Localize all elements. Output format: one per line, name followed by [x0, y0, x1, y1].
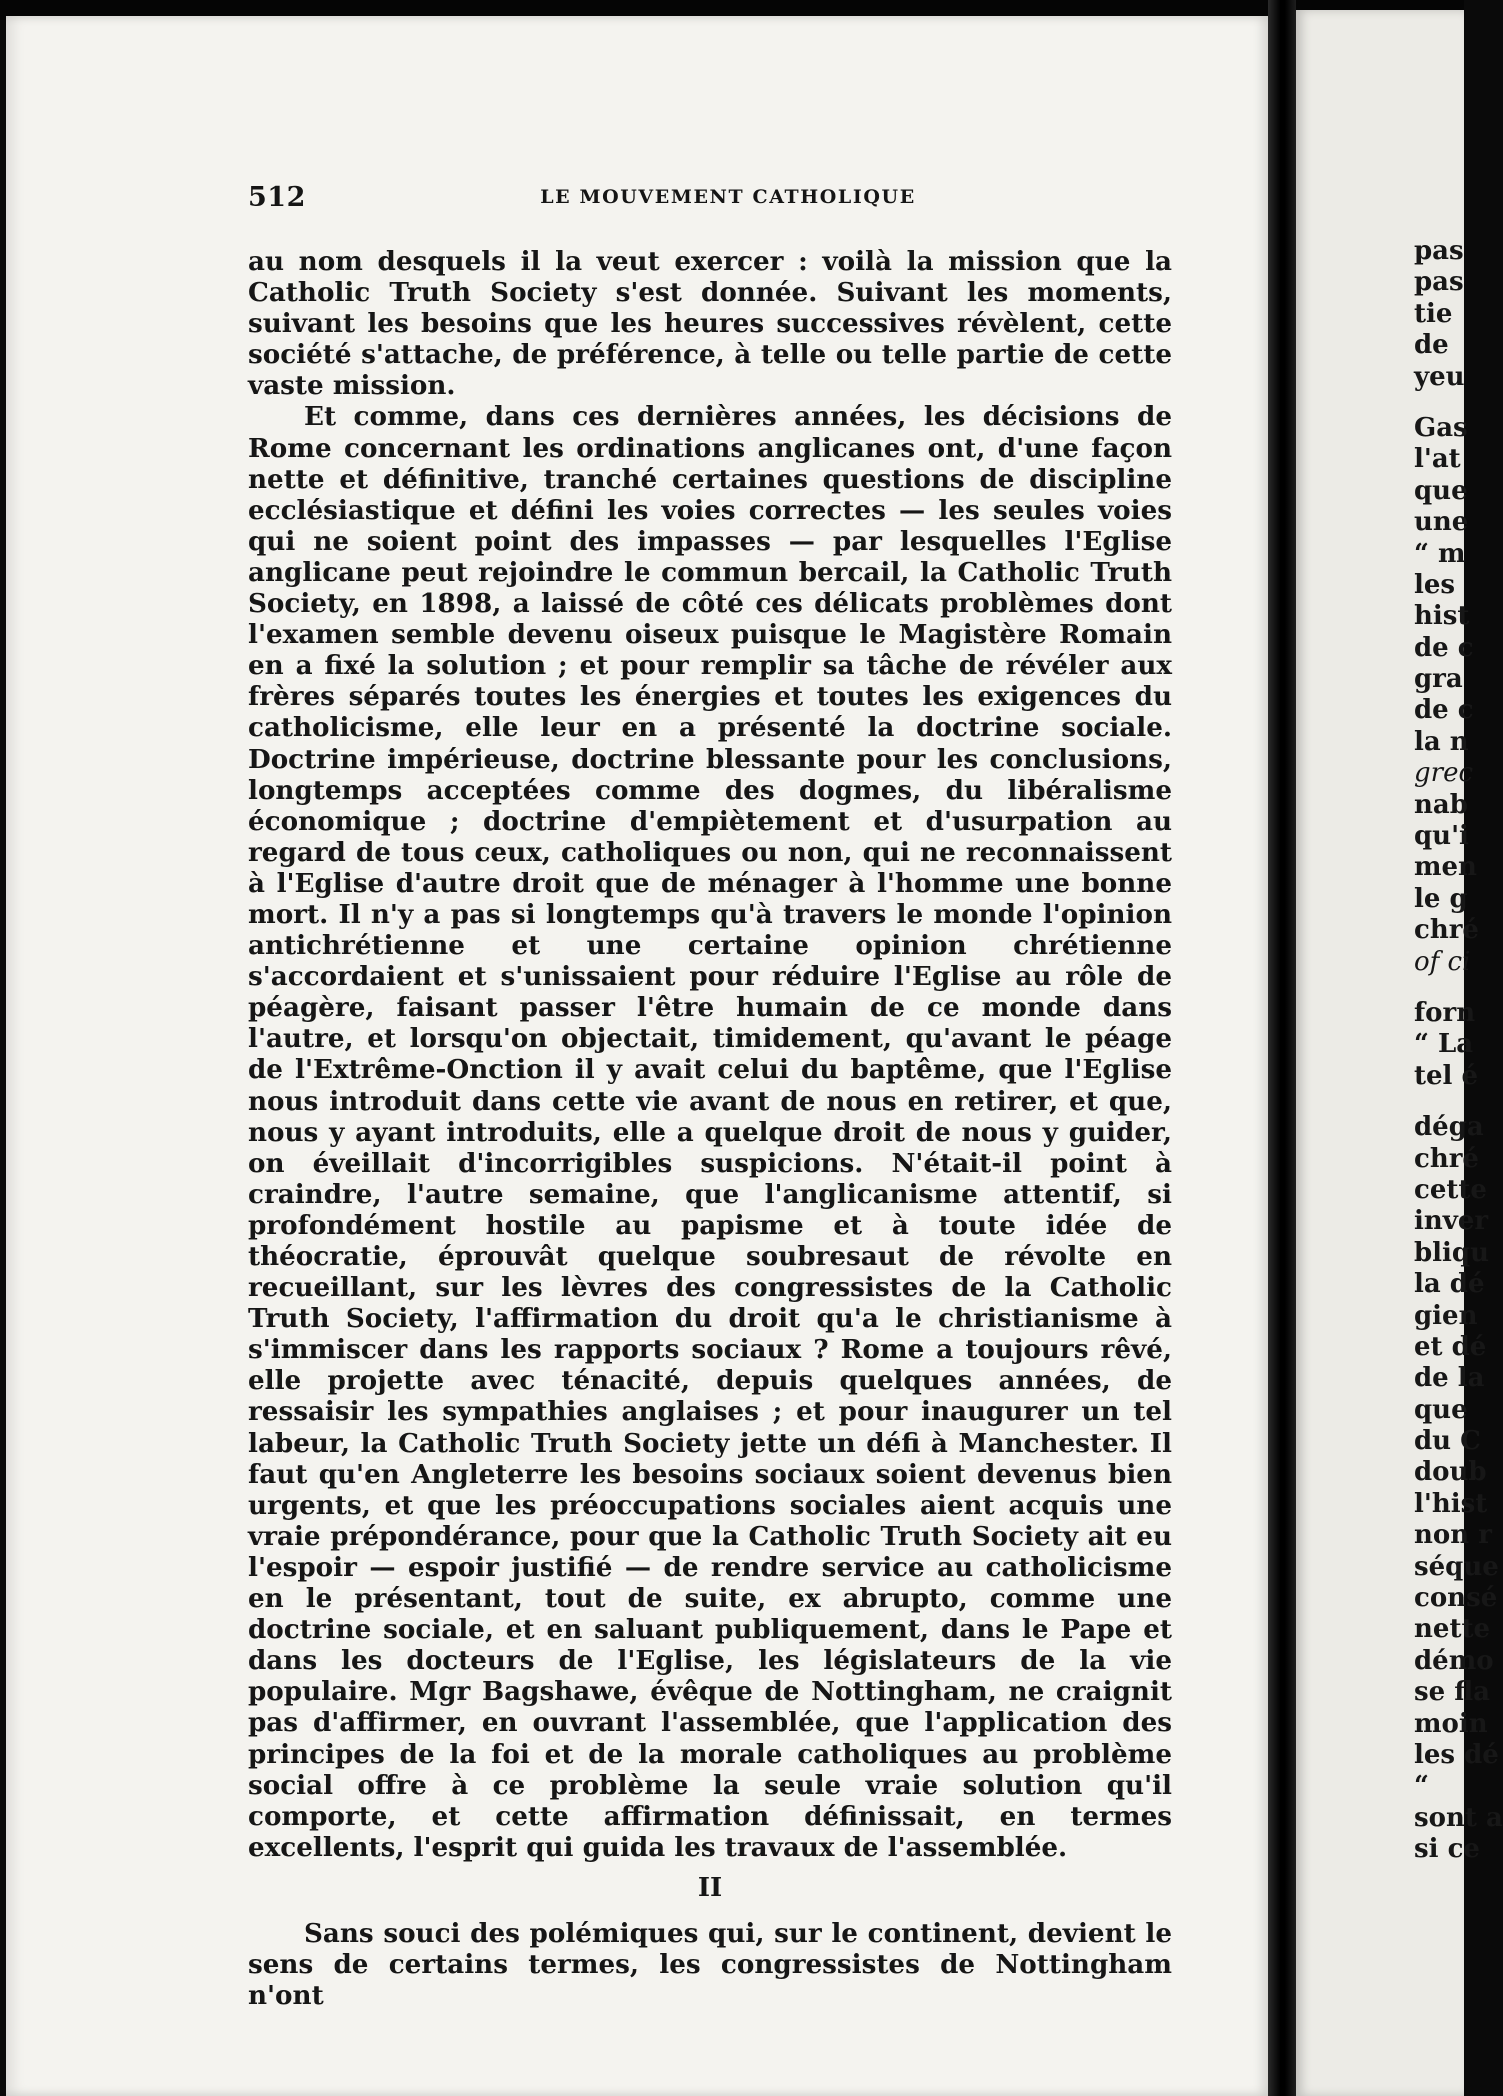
right-page-fragment: pas — [1414, 236, 1464, 266]
right-page-text-fragments — [1414, 236, 1503, 1866]
right-page-fragment: et dé — [1414, 1331, 1487, 1362]
right-page-fragment: une — [1414, 507, 1469, 538]
right-page-fragment: of ci — [1414, 946, 1471, 977]
right-page-fragment: non r — [1414, 1520, 1492, 1551]
right-page-fragment: grec — [1414, 758, 1474, 789]
right-page-fragment: de c — [1414, 695, 1474, 726]
right-page-fragment: tie — [1414, 298, 1453, 329]
right-page-fragment — [1414, 978, 1474, 998]
right-page-fragment: de c — [1414, 632, 1474, 663]
right-page-fragment: l'at — [1414, 444, 1461, 475]
page-body — [248, 246, 1172, 2011]
right-page-fragment: consé — [1414, 1583, 1498, 1614]
right-page-fragment: gien — [1414, 1300, 1478, 1331]
paragraph-closing: Sans souci des polémiques qui, sur le continent, devient le sens de certains termes, les congressistes de Nottingham n'ont — [248, 1917, 1172, 2012]
right-page-fragment — [1414, 393, 1474, 413]
right-page-fragment: le g — [1414, 883, 1468, 914]
right-page-fragment: chré — [1414, 915, 1479, 946]
right-page-fragment: du C — [1414, 1426, 1481, 1457]
right-page-fragment: l'hist — [1414, 1488, 1488, 1519]
right-page-fragment: doub — [1414, 1457, 1487, 1488]
right-page-fragment: bliqu — [1414, 1237, 1490, 1268]
right-page-fragment: sont a — [1414, 1802, 1503, 1833]
right-page-fragment: la dé — [1414, 1269, 1485, 1300]
right-page-fragment: si ce — [1414, 1834, 1480, 1865]
right-page-fragment: qu'i — [1414, 821, 1469, 852]
right-page-fragment: men — [1414, 852, 1477, 883]
paragraph-main: Et comme, dans ces dernières années, les décisions de Rome concernant les ordinations anglicanes ont, d'une façon nette et définitive, tranché certaines questions de discipline ecclésiastique et défini les voies correctes — les seules voies qui ne soient point des impasses — par lesquelles l'Eglise anglicane peut rejoindre le commun bercail, la Catholic Truth Society, en 1898, a laissé de côté ces délicats problèmes dont l'examen semble devenu oiseux puisque le Magistère Romain en a fixé la solution ; et pour remplir sa tâche de révéler aux frères séparés toutes les énergies et toutes les exigences du catholicisme, elle leur en a présenté la doctrine sociale. Doctrine impérieuse, doctrine blessante pour les conclusions, longtemps acceptées comme des dogmes, du libéralisme économique ; doctrine d'empiètement et d'usurpation au regard de tous ceux, catholiques ou non, qui ne reconnaissent à l'Eglise d'autre droit que de ménager à l'homme une bonne mort. Il n'y a pas si longtemps qu'à travers le monde l'opinion antichrétienne et une certaine opinion chrétienne s'accordaient et s'unissaient pour réduire l'Eglise au rôle de péagère, faisant passer l'être humain de ce monde dans l'autre, et lorsqu'on objectait, timidement, qu'avant le péage de l'Extrême-Onction il y avait celui du baptême, que l'Eglise nous introduit dans cette vie avant de nous en retirer, et que, nous y ayant introduits, elle a quelque droit de nous y guider, on éveillait d'incorrigibles suspicions. N'était-il point à craindre, l'autre semaine, que l'anglicanisme attentif, si profondément hostile au papisme et à toute idée de théocratie, éprouvât quelque soubresaut de révolte en recueillant, sur les lèvres des congressistes de la Catholic Truth Society, l'affirmation du droit qu'a le christianisme à s'immiscer dans les rapports sociaux ? Rome a toujours rêvé, elle projette avec ténacité, depuis quelques années, de ressaisir les sympathies anglaises ; et pour inaugurer un tel labeur, la Catholic Truth Society jette un défi à Manchester. Il faut qu'en Angleterre les besoins sociaux soient devenus bien urgents, et que les préoccupations sociales aient acquis une vraie prépondérance, pour que la Catholic Truth Society ait eu l'espoir — espoir justifié — de rendre service au catholicisme en le présentant, tout de suite, ex abrupto, comme une doctrine sociale, et en saluant publiquement, dans le Pape et dans les docteurs de l'Eglise, les législateurs de la vie populaire. Mgr Bagshawe, évêque de Nottingham, ne craignit pas d'affirmer, en ouvrant l'assemblée, que l'application des principes de la foi et de la morale catholiques au problème social offre à ce problème la seule vraie solution qu'il comporte, et cette affirmation définissait, en termes excellents, l'esprit qui guida les travaux de l'assemblée. — [248, 401, 1172, 1863]
right-page-fragment: nab — [1414, 789, 1468, 820]
right-page-fragment: que — [1414, 475, 1468, 506]
right-page-fragment: déga — [1414, 1112, 1484, 1143]
paragraph-continued: au nom desquels il la veut exercer : voilà la mission que la Catholic Truth Society s'est donnée. Suivant les moments, suivant les besoins que les heures successives révèlent, cette société s'attache, de préférence, à telle ou telle partie de cette vaste mission. — [248, 246, 1172, 402]
right-page-fragment: tel é — [1414, 1060, 1479, 1091]
right-page-fragment — [1414, 1092, 1474, 1112]
right-page-fragment: forn — [1414, 997, 1476, 1028]
right-page-fragment: chré — [1414, 1143, 1479, 1174]
right-page-fragment: yeu — [1414, 361, 1465, 392]
right-page-fragment: “ m — [1414, 538, 1466, 569]
right-page-fragment: la n — [1414, 726, 1469, 757]
book-gutter — [1268, 0, 1296, 2096]
right-page-fragment: nette — [1414, 1614, 1491, 1645]
right-page-fragment: se fla — [1414, 1677, 1490, 1708]
right-page-fragment: moin — [1414, 1708, 1488, 1739]
page-number: 512 — [248, 182, 306, 213]
right-page-fragment: de — [1414, 330, 1449, 361]
page-header — [248, 182, 1168, 218]
section-heading: II — [697, 1872, 723, 1903]
right-page — [1296, 10, 1503, 2096]
right-page-fragment: les — [1414, 569, 1456, 600]
right-page-fragment: inver — [1414, 1206, 1489, 1237]
right-page-fragment: “ La — [1414, 1029, 1474, 1060]
right-page-fragment: hist — [1414, 601, 1470, 632]
right-page-fragment: séque — [1414, 1551, 1499, 1582]
right-page-fragment: que — [1414, 1394, 1468, 1425]
right-page-fragment: “ — [1414, 1771, 1429, 1802]
right-page-fragment: cette — [1414, 1174, 1487, 1205]
right-page-fragment: les dé — [1414, 1739, 1499, 1770]
right-page-fragment: pas — [1414, 267, 1464, 298]
right-page-fragment: démo — [1414, 1645, 1494, 1676]
right-page-fragment: Gas — [1414, 412, 1468, 443]
right-page-fragment: de la — [1414, 1363, 1485, 1394]
right-page-fragment: gra — [1414, 664, 1463, 695]
running-title: LE MOUVEMENT CATHOLIQUE — [540, 186, 916, 208]
